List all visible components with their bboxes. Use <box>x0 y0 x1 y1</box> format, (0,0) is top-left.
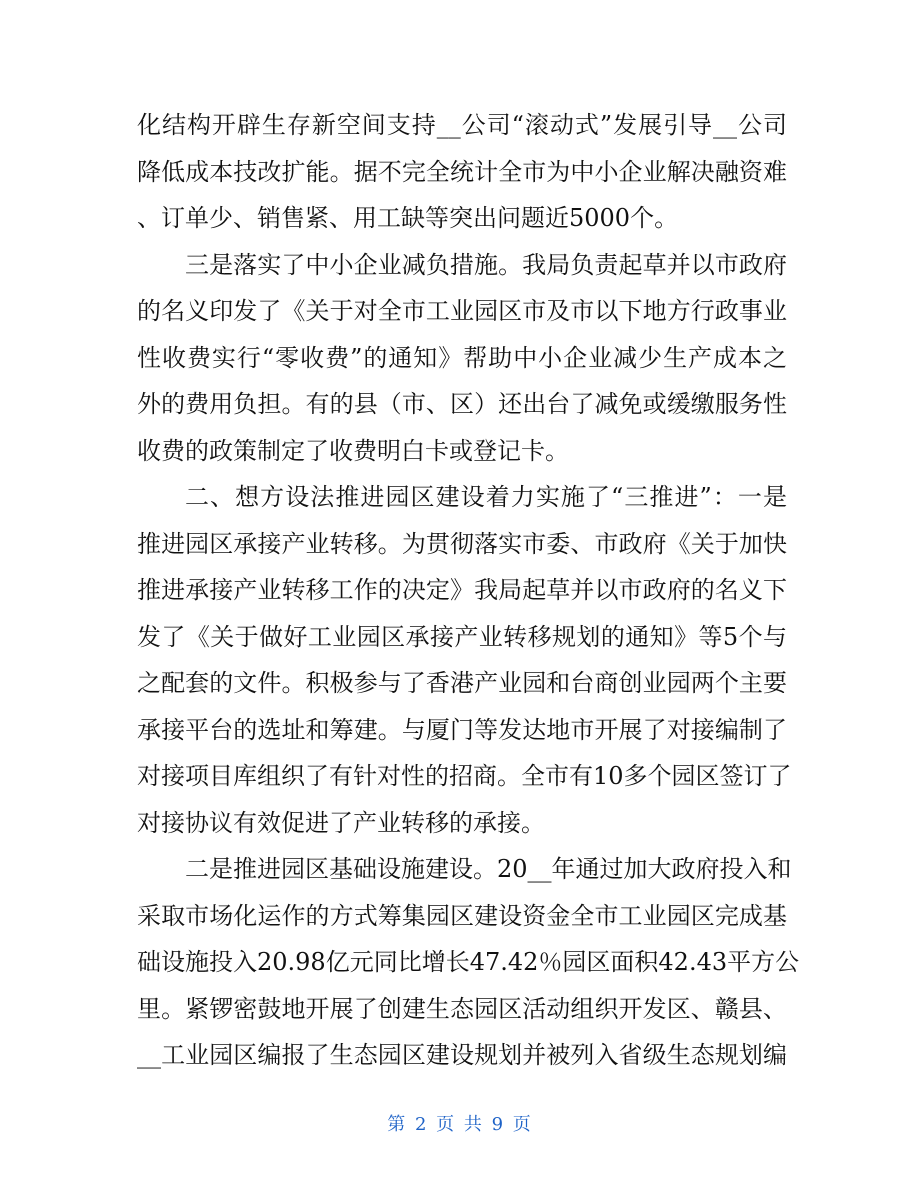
text-line: 的名义印发了《关于对全市工业园区市及市以下地方行政事业 <box>137 297 787 325</box>
text-line: 采取市场化运作的方式筹集园区建设资金全市工业园区完成基 <box>137 901 787 930</box>
text-line: 二、想方设法推进园区建设着力实施了“三推进”：一是 <box>185 483 787 511</box>
paragraph <box>137 242 787 475</box>
text-line: 承接平台的选址和筹建。与厦门等发达地市开展了对接编制了 <box>137 715 787 744</box>
text-line: 对接项目库组织了有针对性的招商。全市有10多个园区签订了 <box>137 762 792 790</box>
text-line: 推进承接产业转移工作的决定》我局起草并以市政府的名义下 <box>137 576 787 604</box>
text-line: 里。紧锣密鼓地开展了创建生态园区活动组织开发区、赣县、 <box>137 994 787 1023</box>
text-line: __工业园区编报了生态园区建设规划并被列入省级生态规划编 <box>137 1041 787 1069</box>
text-line: 之配套的文件。积极参与了香港产业园和台商创业园两个主要 <box>137 669 787 697</box>
paragraph <box>137 846 800 1079</box>
text-line: 外的费用负担。有的县（市、区）还出台了减免或缓缴服务性 <box>137 390 787 418</box>
text-line: 二是推进园区基础设施建设。20__年通过加大政府投入和 <box>185 855 792 883</box>
paragraph <box>137 474 792 846</box>
text-line: 收费的政策制定了收费明白卡或登记卡。 <box>137 436 569 465</box>
text-line: 推进园区承接产业转移。为贯彻落实市委、市政府《关于加快 <box>137 529 787 558</box>
text-line: 降低成本技改扩能。据不完全统计全市为中小企业解决融资难 <box>137 157 787 186</box>
text-line: 性收费实行“零收费”的通知》帮助中小企业减少生产成本之 <box>137 343 787 372</box>
document-body <box>137 102 800 1079</box>
text-line: 化结构开辟生存新空间支持__公司“滚动式”发展引导__公司 <box>137 111 787 139</box>
page-number-footer: 第 2 页 共 9 页 <box>387 1114 533 1135</box>
text-line: 三是落实了中小企业减负措施。我局负责起草并以市政府 <box>185 250 787 279</box>
paragraph <box>137 102 787 242</box>
text-line: 对接协议有效促进了产业转移的承接。 <box>137 808 545 837</box>
text-line: 、订单少、销售紧、用工缺等突出问题近5000个。 <box>137 204 679 232</box>
text-line: 发了《关于做好工业园区承接产业转移规划的通知》等5个与 <box>137 622 787 651</box>
text-line: 础设施投入20.98亿元同比增长47.42％园区面积42.43平方公 <box>137 948 800 976</box>
